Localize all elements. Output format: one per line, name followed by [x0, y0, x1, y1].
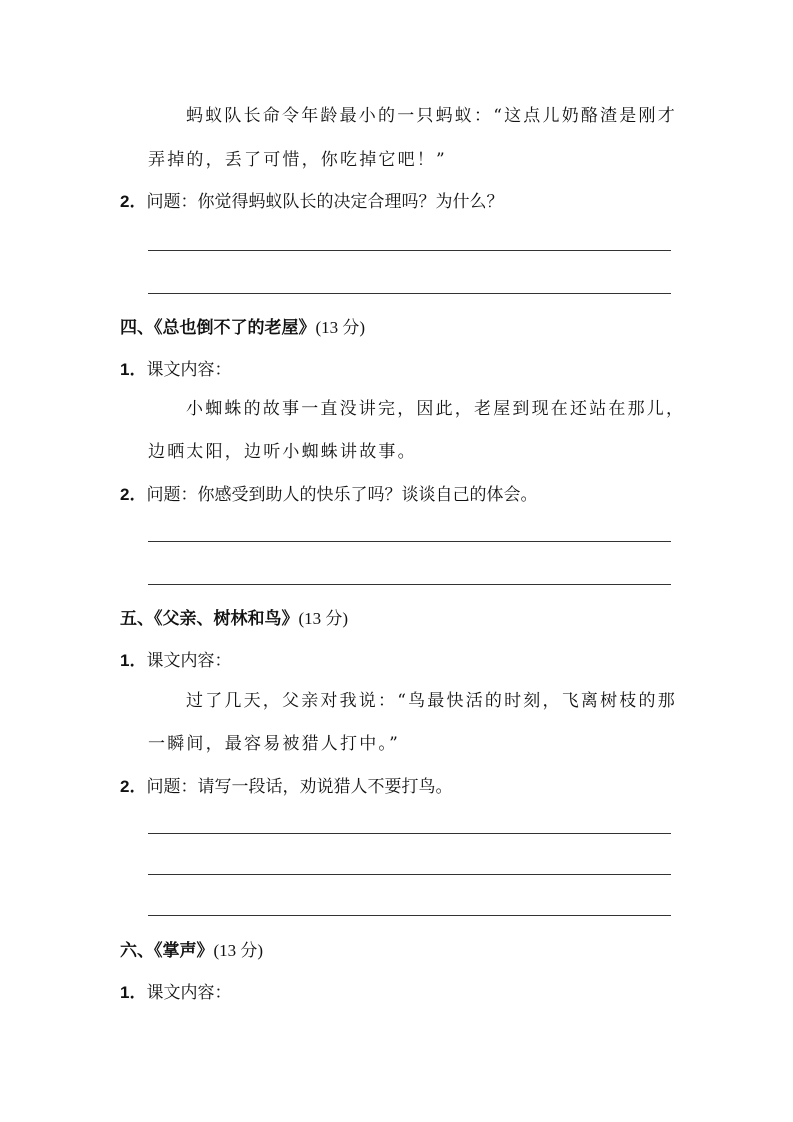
section-title: 五、《父亲、树林和鸟》 — [120, 609, 299, 629]
answer-line[interactable] — [148, 833, 671, 834]
passage-line: 一瞬间，最容易被猎人打中。” — [148, 734, 400, 754]
section-title: 六、《掌声》 — [120, 941, 214, 961]
question-2 — [120, 483, 537, 507]
question-1 — [120, 649, 231, 673]
answer-line[interactable] — [148, 874, 671, 875]
question-number: 2． — [120, 485, 147, 504]
question-label: 课文内容： — [146, 360, 232, 380]
section-score: (13 分) — [315, 318, 366, 337]
answer-line[interactable] — [148, 584, 671, 585]
question-1 — [120, 981, 231, 1005]
question-label: 课文内容： — [146, 983, 232, 1003]
question-number: 2． — [120, 192, 147, 211]
question-label: 课文内容： — [146, 651, 232, 671]
section-title: 四、《总也倒不了的老屋》 — [120, 318, 316, 338]
passage-line: 小蜘蛛的故事一直没讲完，因此，老屋到现在还站在那儿， — [186, 399, 686, 419]
answer-line[interactable] — [148, 541, 671, 542]
answer-line[interactable] — [148, 293, 671, 294]
section-heading — [120, 939, 263, 963]
section-heading — [120, 607, 348, 631]
question-number: 1． — [120, 983, 147, 1002]
section-heading — [120, 316, 365, 340]
answer-line[interactable] — [148, 250, 671, 251]
question-text: 问题：你感受到助人的快乐了吗？谈谈自己的体会。 — [146, 485, 538, 505]
question-number: 2． — [120, 777, 147, 796]
section-score: (13 分) — [213, 941, 264, 960]
section-score: (13 分) — [298, 609, 349, 628]
answer-line[interactable] — [148, 915, 671, 916]
passage-line: 蚂蚁队长命令年龄最小的一只蚂蚁：“这点儿奶酪渣是刚才 — [186, 106, 677, 126]
question-number: 1． — [120, 360, 147, 379]
passage-line: 弄掉的，丢了可惜，你吃掉它吧！” — [148, 150, 447, 170]
passage-line: 边晒太阳，边听小蜘蛛讲故事。 — [148, 442, 417, 462]
question-number: 1． — [120, 651, 147, 670]
question-2 — [120, 775, 452, 799]
question-text: 问题：你觉得蚂蚁队长的决定合理吗？为什么？ — [146, 192, 504, 212]
passage-line: 过了几天，父亲对我说：“鸟最快活的时刻，飞离树枝的那 — [186, 691, 677, 711]
question-2 — [120, 190, 503, 214]
question-1 — [120, 358, 231, 382]
question-text: 问题：请写一段话，劝说猎人不要打鸟。 — [146, 777, 453, 797]
